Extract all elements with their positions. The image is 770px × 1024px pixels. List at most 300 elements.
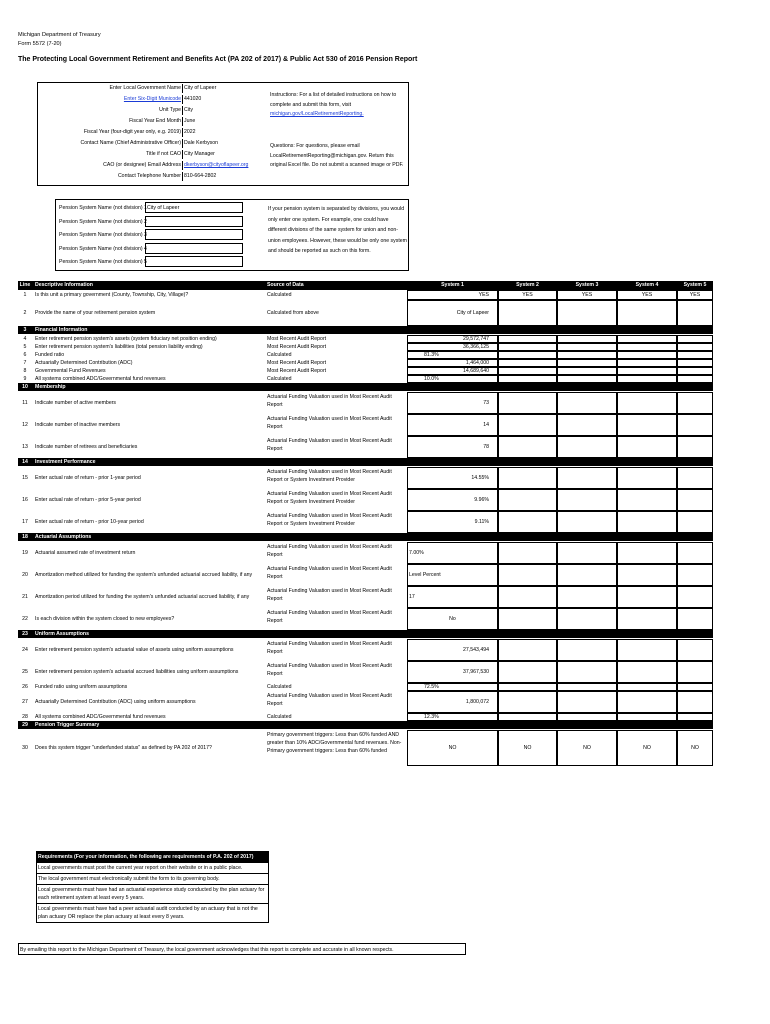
data-source: [267, 489, 407, 511]
data-source-line: Actuarial Funding Valuation used in Most Recent Audit: [267, 544, 392, 550]
table-row: [18, 691, 713, 713]
system-1-value[interactable]: 73: [407, 392, 498, 414]
system-4-value[interactable]: [617, 467, 677, 489]
data-source-line: Actuarial Funding Valuation used in Most Recent Audit: [267, 394, 392, 400]
system-2-value[interactable]: [498, 691, 557, 713]
table-row: [18, 683, 713, 691]
data-source-line: Report: [267, 574, 283, 580]
data-source-line: Actuarial Funding Valuation used in Most Recent Audit: [267, 610, 392, 616]
requirement-item: Local governments must have had an actuarial experience study conducted by the plan actuary for each retirement system at least every 5 years.: [37, 884, 268, 903]
system-5-value[interactable]: [677, 713, 713, 721]
data-source: [267, 359, 407, 367]
row-description: Is this unit a primary government (County, Township, City, Village)?: [35, 292, 189, 298]
row-description: Is each division within the system closed to new employees?: [35, 616, 175, 622]
system-5-value[interactable]: [677, 392, 713, 414]
section-title: Pension Trigger Summary: [35, 722, 100, 728]
system-4-value[interactable]: [617, 436, 677, 458]
system-3-value[interactable]: [557, 713, 617, 721]
system-1-value[interactable]: 1,800,072: [407, 691, 498, 713]
system-4-value[interactable]: [617, 683, 677, 691]
header-form-number: Form 5572 (7-20): [18, 41, 62, 47]
system-3-value[interactable]: [557, 661, 617, 683]
info-value[interactable]: 810-664-2802: [184, 173, 217, 179]
row-description: Indicate number of active members: [35, 400, 117, 406]
system-4-value[interactable]: [617, 608, 677, 630]
table-row: [18, 467, 713, 489]
system-2-value[interactable]: [498, 511, 557, 533]
table-row: [18, 489, 713, 511]
data-source-line: greater than 10% ADC/Governmental fund revenues. Non-: [267, 740, 402, 746]
system-2-value[interactable]: [498, 359, 557, 367]
systems-note-line: only enter one system. For example, one could have: [268, 216, 389, 223]
system-1-value[interactable]: No: [407, 608, 498, 630]
systems-note-line: If your pension system is separated by divisions, you would: [268, 206, 405, 212]
header-s4: System 4: [635, 282, 659, 288]
system-name-row: [59, 243, 147, 255]
systems-box: [55, 199, 409, 271]
row-description: Actuarial assumed rate of investment return: [35, 550, 136, 556]
system-4-value[interactable]: [617, 691, 677, 713]
system-1-value[interactable]: NO: [407, 730, 498, 766]
system-4-value[interactable]: [617, 367, 677, 375]
system-4-value[interactable]: [617, 542, 677, 564]
info-label: Enter Six-Digit Municode: [123, 96, 181, 102]
system-2-value[interactable]: [498, 489, 557, 511]
system-1-value[interactable]: 9.96%: [407, 489, 498, 511]
system-3-value[interactable]: [557, 392, 617, 414]
requirements-heading: Requirements (For your information, the following are requirements of P.A. 202 of 2017): [37, 852, 268, 862]
data-source-line: Calculated: [267, 684, 292, 690]
system-3-value[interactable]: [557, 564, 617, 586]
system-4-value[interactable]: [617, 375, 677, 383]
system-2-value[interactable]: NO: [498, 730, 557, 766]
line-number: 20: [22, 572, 28, 578]
system-3-value[interactable]: [557, 414, 617, 436]
data-source: [267, 691, 407, 713]
system-5-value[interactable]: YES: [677, 290, 713, 300]
table-row: [18, 367, 713, 375]
info-label: Unit Type: [159, 107, 181, 113]
requirement-item: The local government must electronically submit the form to its governing body.: [37, 873, 268, 884]
info-value[interactable]: City: [184, 107, 193, 113]
system-3-value[interactable]: [557, 489, 617, 511]
system-3-value[interactable]: [557, 608, 617, 630]
system-name-row: [59, 229, 147, 241]
row-description: Enter actual rate of return - prior 5-year period: [35, 497, 141, 503]
system-3-value[interactable]: [557, 436, 617, 458]
row-description: Enter retirement pension system's assets (system fiduciary net position ending): [35, 336, 217, 342]
info-row: [38, 117, 410, 126]
system-name-row: [59, 216, 147, 228]
line-number: 11: [22, 400, 28, 406]
row-description: Provide the name of your retirement pension system: [35, 310, 156, 316]
system-1-value[interactable]: 78: [407, 436, 498, 458]
info-value[interactable]: City Manager: [184, 151, 215, 157]
section-header: [18, 326, 713, 334]
info-label: Fiscal Year End Month: [129, 118, 181, 124]
info-row: [38, 95, 410, 104]
page-title: The Protecting Local Government Retirement and Benefits Act (PA 202 of 2017) & Public Act 530 of 2016 Pension Report: [18, 56, 418, 63]
table-row: [18, 730, 713, 766]
info-label: Contact Name (Chief Administrative Officer): [80, 140, 181, 146]
header-line: Line: [19, 282, 31, 288]
system-4-value[interactable]: [617, 351, 677, 359]
system-name-input[interactable]: [145, 243, 243, 254]
system-4-value[interactable]: [617, 586, 677, 608]
system-5-value[interactable]: [677, 586, 713, 608]
system-2-value[interactable]: [498, 351, 557, 359]
system-2-value[interactable]: [498, 343, 557, 351]
table-row: [18, 290, 713, 300]
system-2-value[interactable]: [498, 661, 557, 683]
system-name-label: Pension System Name (not division) 1: [59, 205, 147, 211]
info-label: Title if not CAO: [146, 151, 181, 157]
system-1-value[interactable]: 72.5%: [407, 683, 498, 691]
data-source: [267, 414, 407, 436]
system-1-value[interactable]: 17: [407, 586, 498, 608]
row-description: Enter retirement pension system's actuarial value of assets using uniform assumptions: [35, 647, 234, 653]
system-4-value[interactable]: NO: [617, 730, 677, 766]
system-1-value[interactable]: 1,464,000: [407, 359, 498, 367]
line-number: 10: [22, 384, 28, 390]
system-5-value[interactable]: [677, 511, 713, 533]
data-source: [267, 367, 407, 375]
info-value[interactable]: Dale Kerbyson: [184, 140, 219, 146]
data-source: [267, 392, 407, 414]
system-3-value[interactable]: YES: [557, 290, 617, 300]
system-4-value[interactable]: [617, 359, 677, 367]
line-number: 6: [23, 352, 27, 358]
system-4-value[interactable]: [617, 511, 677, 533]
header-s3: System 3: [575, 282, 599, 288]
system-1-value[interactable]: 37,967,530: [407, 661, 498, 683]
line-number: 29: [22, 722, 28, 728]
row-description: All systems combined ADC/Governmental fund revenues: [35, 376, 166, 382]
line-number: 9: [23, 376, 27, 382]
system-4-value[interactable]: [617, 343, 677, 351]
section-title: Membership: [35, 384, 66, 390]
row-description: Governmental Fund Revenues: [35, 368, 106, 374]
table-row: [18, 511, 713, 533]
row-description: Enter retirement pension system's liabilities (total pension liability ending): [35, 344, 203, 350]
system-4-value[interactable]: [617, 713, 677, 721]
system-5-value[interactable]: [677, 359, 713, 367]
line-number: 22: [22, 616, 28, 622]
line-number: 8: [23, 368, 27, 374]
system-4-value[interactable]: [617, 414, 677, 436]
line-number: 25: [22, 669, 28, 675]
system-5-value[interactable]: [677, 351, 713, 359]
table-row: [18, 343, 713, 351]
system-name-label: Pension System Name (not division) 4: [59, 245, 147, 252]
data-source-line: Report: [267, 649, 283, 655]
systems-note-line: union employees. However, these would be only one system: [268, 237, 407, 244]
info-row: [38, 84, 410, 93]
system-2-value[interactable]: [498, 542, 557, 564]
info-value[interactable]: City of Lapeer: [184, 85, 217, 91]
system-5-value[interactable]: [677, 375, 713, 383]
systems-note-line: and should be reported as such on this form.: [268, 248, 371, 254]
system-5-value[interactable]: [677, 367, 713, 375]
table-row: [18, 436, 713, 458]
data-source-line: Report: [267, 424, 283, 430]
system-3-value[interactable]: [557, 367, 617, 375]
info-label: Contact Telephone Number: [117, 173, 181, 179]
row-description: Actuarially Determined Contribution (ADC): [35, 360, 133, 366]
system-1-value[interactable]: Level Percent: [407, 564, 498, 586]
system-3-value[interactable]: [557, 335, 617, 343]
line-number: 13: [22, 444, 28, 450]
system-1-value[interactable]: 36,366,125: [407, 343, 498, 351]
data-source: [267, 542, 407, 564]
line-number: 26: [22, 684, 28, 690]
row-description: Funded ratio: [35, 352, 65, 358]
system-3-value[interactable]: [557, 351, 617, 359]
system-1-value[interactable]: 27,543,494: [407, 639, 498, 661]
data-source-line: Report: [267, 618, 283, 624]
system-5-value[interactable]: [677, 542, 713, 564]
system-2-value[interactable]: [498, 564, 557, 586]
system-2-value[interactable]: [498, 467, 557, 489]
instructions-line: Instructions: For a list of detailed instructions on how to: [270, 92, 397, 98]
line-number: 16: [22, 497, 28, 503]
system-2-value[interactable]: [498, 608, 557, 630]
header-s1: System 1: [441, 282, 464, 288]
info-label: CAO (or designee) Email Address: [103, 162, 181, 168]
section-title: Actuarial Assumptions: [35, 534, 92, 540]
system-2-value[interactable]: [498, 335, 557, 343]
system-3-value[interactable]: [557, 691, 617, 713]
table-row: [18, 564, 713, 586]
system-4-value[interactable]: [617, 639, 677, 661]
data-source-line: Most Recent Audit Report: [267, 344, 327, 350]
system-3-value[interactable]: [557, 467, 617, 489]
system-3-value[interactable]: [557, 639, 617, 661]
system-4-value[interactable]: [617, 300, 677, 326]
system-1-value[interactable]: City of Lapeer: [407, 300, 498, 326]
system-5-value[interactable]: [677, 489, 713, 511]
requirement-item: Local governments must post the current year report on their website or in a public place.: [37, 862, 268, 873]
system-2-value[interactable]: [498, 683, 557, 691]
header-s2: System 2: [516, 282, 539, 288]
table-row: [18, 375, 713, 383]
system-1-value[interactable]: 14.55%: [407, 467, 498, 489]
data-source-line: Actuarial Funding Valuation used in Most Recent Audit: [267, 641, 392, 647]
system-1-value[interactable]: 12.3%: [407, 713, 498, 721]
system-1-value[interactable]: 10.0%: [407, 375, 498, 383]
row-description: All systems combined ADC/Governmental fund revenues: [35, 714, 166, 720]
info-label: Fiscal Year (four-digit year only, e.g. 2019): [83, 129, 181, 135]
system-2-value[interactable]: [498, 436, 557, 458]
data-source: [267, 511, 407, 533]
instructions-line[interactable]: michigan.gov/LocalRetirementReporting.: [270, 111, 364, 117]
system-5-value[interactable]: [677, 300, 713, 326]
system-2-value[interactable]: [498, 586, 557, 608]
row-description: Enter actual rate of return - prior 1-year period: [35, 475, 141, 481]
line-number: 5: [23, 344, 27, 350]
system-1-value[interactable]: 81.3%: [407, 351, 498, 359]
system-2-value[interactable]: [498, 300, 557, 326]
system-5-value[interactable]: [677, 467, 713, 489]
data-source: [267, 713, 407, 721]
line-number: 14: [22, 459, 28, 465]
data-source-line: Calculated: [267, 714, 292, 720]
section-header: [18, 533, 713, 541]
data-source: [267, 608, 407, 630]
system-3-value[interactable]: NO: [557, 730, 617, 766]
system-1-value[interactable]: 14: [407, 414, 498, 436]
system-4-value[interactable]: [617, 489, 677, 511]
data-source-line: Report: [267, 446, 283, 452]
system-name-label: Pension System Name (not division) 5: [59, 259, 147, 265]
table-row: [18, 300, 713, 326]
system-5-value[interactable]: [677, 436, 713, 458]
system-5-value[interactable]: [677, 608, 713, 630]
system-3-value[interactable]: [557, 586, 617, 608]
system-3-value[interactable]: [557, 542, 617, 564]
system-2-value[interactable]: [498, 392, 557, 414]
table-row: [18, 414, 713, 436]
info-row: [38, 128, 410, 137]
data-source-line: Report or System Investment Provider: [267, 521, 355, 527]
system-3-value[interactable]: [557, 511, 617, 533]
system-4-value[interactable]: [617, 564, 677, 586]
data-source-line: Actuarial Funding Valuation used in Most Recent Audit: [267, 513, 392, 519]
table-row: [18, 335, 713, 343]
system-5-value[interactable]: [677, 564, 713, 586]
data-source: [267, 661, 407, 683]
system-2-value[interactable]: YES: [498, 290, 557, 300]
data-source: [267, 683, 407, 691]
header-desc: Descriptive Information: [35, 282, 93, 288]
line-number: 21: [22, 594, 28, 600]
system-name-label: Pension System Name (not division) 3: [59, 232, 147, 238]
system-2-value[interactable]: [498, 639, 557, 661]
line-number: 4: [23, 336, 27, 342]
data-source: [267, 290, 407, 300]
line-number: 12: [22, 422, 28, 428]
table-row: [18, 661, 713, 683]
requirement-item: Local governments must have had a peer actuarial audit conducted by an actuary that is not the plan actuary OR replace the plan actuary at least every 8 years.: [37, 903, 268, 922]
section-title: Financial Information: [35, 327, 88, 333]
data-source: [267, 335, 407, 343]
system-name-input[interactable]: [145, 256, 243, 267]
section-header: [18, 630, 713, 638]
info-value[interactable]: dkerbyson@cityoflapeer.org: [184, 162, 249, 168]
system-4-value[interactable]: [617, 335, 677, 343]
section-header: [18, 383, 713, 391]
header-s5: System 5: [683, 282, 707, 288]
system-5-value[interactable]: [677, 335, 713, 343]
questions-line: LocalRetirementReporting@michigan.gov. Return this: [270, 152, 394, 159]
system-2-value[interactable]: [498, 367, 557, 375]
data-source-line: Report: [267, 596, 283, 602]
systems-note: [268, 204, 407, 257]
data-source: [267, 351, 407, 359]
header-dept: Michigan Department of Treasury: [18, 32, 101, 38]
data-source: [267, 586, 407, 608]
system-name-input[interactable]: City of Lapeer: [145, 202, 243, 213]
info-value[interactable]: 2022: [184, 129, 196, 135]
data-source: [267, 467, 407, 489]
system-name-row: [59, 202, 180, 214]
system-5-value[interactable]: [677, 691, 713, 713]
line-number: 23: [22, 631, 28, 637]
line-number: 2: [23, 310, 27, 316]
system-4-value[interactable]: YES: [617, 290, 677, 300]
data-source-line: Actuarial Funding Valuation used in Most Recent Audit: [267, 693, 392, 699]
system-3-value[interactable]: [557, 359, 617, 367]
system-5-value[interactable]: NO: [677, 730, 713, 766]
system-3-value[interactable]: [557, 683, 617, 691]
info-value[interactable]: 441020: [184, 96, 202, 102]
data-source-line: Calculated from above: [267, 310, 319, 316]
system-3-value[interactable]: [557, 375, 617, 383]
system-4-value[interactable]: [617, 661, 677, 683]
system-5-value[interactable]: [677, 639, 713, 661]
header-src: Source of Data: [267, 282, 304, 288]
system-2-value[interactable]: [498, 375, 557, 383]
system-5-value[interactable]: [677, 683, 713, 691]
row-description: Enter retirement pension system's actuarial accrued liabilities using uniform assumptions: [35, 669, 239, 675]
system-2-value[interactable]: [498, 713, 557, 721]
system-5-value[interactable]: [677, 661, 713, 683]
table-row: [18, 542, 713, 564]
row-description: Actuarially Determined Contribution (ADC) using uniform assumptions: [35, 699, 196, 705]
info-value[interactable]: June: [184, 118, 196, 124]
line-number: 7: [23, 360, 27, 366]
system-1-value[interactable]: 29,572,747: [407, 335, 498, 343]
info-row: [38, 161, 410, 170]
info-row: [38, 139, 410, 148]
system-5-value[interactable]: [677, 414, 713, 436]
data-source: [267, 300, 407, 326]
system-1-value[interactable]: 9.11%: [407, 511, 498, 533]
data-source-line: Actuarial Funding Valuation used in Most Recent Audit: [267, 491, 392, 497]
info-label: Enter Local Government Name: [109, 85, 181, 91]
line-number: 15: [22, 475, 28, 481]
data-source-line: Most Recent Audit Report: [267, 368, 327, 374]
system-1-value[interactable]: YES: [407, 290, 498, 300]
system-name-input[interactable]: [145, 229, 243, 240]
line-number: 24: [22, 647, 28, 653]
data-source: [267, 564, 407, 586]
info-row: [38, 106, 410, 115]
questions-line: original Excel file. Do not submit a scanned image or PDF.: [270, 162, 404, 168]
system-5-value[interactable]: [677, 343, 713, 351]
data-source-line: Report: [267, 671, 283, 677]
system-2-value[interactable]: [498, 414, 557, 436]
system-3-value[interactable]: [557, 343, 617, 351]
questions-line: Questions: For questions, please email: [270, 143, 360, 149]
system-1-value[interactable]: 7.00%: [407, 542, 498, 564]
systems-note-line: different divisions of the same system for union and non-: [268, 227, 398, 233]
section-title: Uniform Assumptions: [35, 631, 89, 637]
data-source: [267, 639, 407, 661]
system-1-value[interactable]: 14,689,640: [407, 367, 498, 375]
table-row: [18, 713, 713, 721]
system-4-value[interactable]: [617, 392, 677, 414]
section-title: Investment Performance: [35, 459, 96, 465]
system-name-label: Pension System Name (not division) 2: [59, 218, 147, 225]
system-name-input[interactable]: [145, 216, 243, 227]
table-row: [18, 359, 713, 367]
row-description: Funded ratio using uniform assumptions: [35, 684, 128, 690]
info-row: [38, 172, 410, 181]
line-number: 3: [23, 327, 27, 333]
row-description: Does this system trigger "underfunded status" as defined by PA 202 of 2017?: [35, 745, 212, 751]
system-3-value[interactable]: [557, 300, 617, 326]
